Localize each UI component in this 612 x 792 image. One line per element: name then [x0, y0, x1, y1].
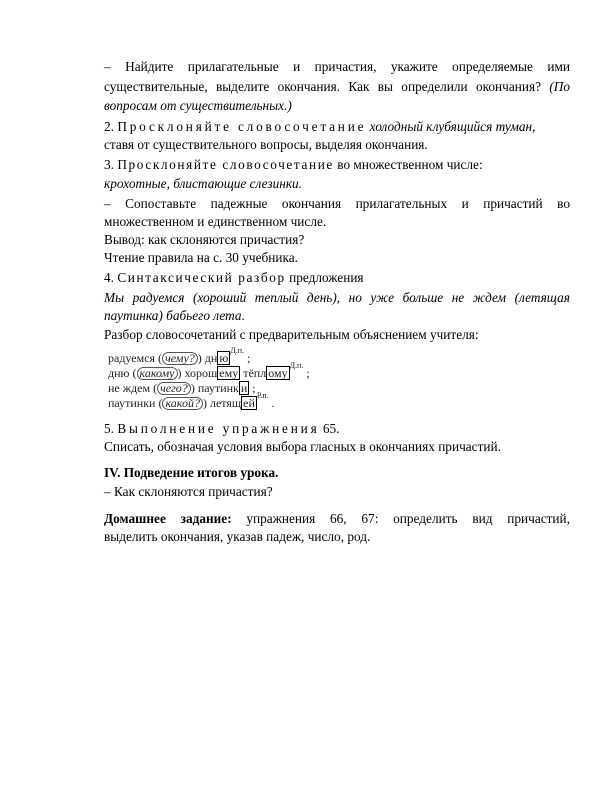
task4-line — [104, 269, 570, 287]
conclusion: Вывод: как склоняются причастия? — [104, 232, 305, 247]
case-mark: Д.п. — [230, 346, 245, 355]
analysis-ending: ей — [243, 396, 255, 410]
task2-italic: холодный клубящийся туман, — [369, 119, 536, 134]
case-mark: Д.п. — [289, 361, 304, 370]
task2-number: 2. — [104, 119, 114, 134]
compare-line2: множественном и единственном числе. — [104, 214, 327, 229]
homework-label: Домашнее задание: — [104, 511, 232, 526]
task3-number: 3. — [104, 157, 114, 172]
analysis-word: не ждем — [108, 381, 151, 395]
analysis-stem: паутинк — [197, 381, 239, 395]
para1-line2-text: существительные, выделите окончания. Как вы определили окончания? — [104, 79, 541, 94]
analysis-ending: и — [240, 381, 248, 395]
analysis-ending: ому — [268, 366, 288, 380]
task2-line1 — [104, 118, 570, 136]
analysis-tail: ; — [247, 351, 251, 365]
task2-line2: ставя от существительного вопросы, выделяя окончания. — [104, 137, 428, 152]
task3-spaced: Просклоняйте словосочетание — [117, 157, 334, 172]
analysis-question: чего? — [157, 382, 191, 395]
analysis-tail: . — [271, 396, 275, 410]
analysis-tail: ; — [252, 381, 256, 395]
sentence-line2: паутинка) бабьего лета. — [104, 308, 245, 323]
task5-line1 — [104, 420, 570, 438]
analysis-question: какой? — [162, 397, 202, 410]
section4-question: – Как склоняются причастия? — [104, 484, 273, 499]
para1-line2-italic: (По — [549, 79, 570, 94]
task2-spaced: Просклоняйте словосочетание — [117, 119, 367, 134]
analysis-word: дню — [108, 366, 130, 380]
reading: Чтение правила на с. 30 учебника. — [104, 250, 298, 265]
analysis-stem: дн — [204, 351, 218, 365]
task5-number: 5. — [104, 421, 114, 436]
task3-line2: крохотные, блистающие слезинки. — [104, 176, 303, 191]
task3-line1 — [104, 156, 570, 174]
para1-line2 — [104, 78, 570, 96]
para1-line3: вопросам от существительных.) — [104, 98, 292, 113]
analysis-question: чему? — [162, 352, 198, 365]
homework-line1 — [104, 510, 570, 528]
analysis-line-1: радуемся ( чему? ) дн $ю^{Д.п.}$ ; — [108, 346, 251, 365]
homework-line1-rest: упражнения 66, 67: определить вид причастий, — [246, 511, 570, 526]
para1-line1: – Найдите прилагательные и причастия, укажите определяемые ими — [104, 59, 570, 74]
analysis-word: паутинки — [108, 396, 156, 410]
analysis-word: радуемся — [108, 351, 156, 365]
analysis-stem: хорош — [184, 366, 218, 380]
analysis-ending: ю — [219, 351, 229, 365]
analysis-line-4: паутинки ( какой? ) летящ $ей^{Р.п.}$ . — [108, 391, 275, 410]
task5-rest: 65. — [322, 421, 340, 436]
task5-line2: Списать, обозначая условия выбора гласных в окончаниях причастий. — [104, 439, 501, 454]
task3-rest: во множественном числе: — [337, 157, 483, 172]
analysis-line-3: не ждем ( чего? ) паутинк и ; — [108, 381, 256, 395]
compare-line1: – Сопоставьте падежные окончания прилагательных и причастий во — [104, 196, 570, 211]
analysis-tail: ; — [306, 366, 310, 380]
section4-heading: IV. Подведение итогов урока. — [104, 465, 279, 480]
task4-number: 4. — [104, 270, 114, 285]
analysis-stem: летящ — [209, 396, 242, 410]
analysis-stem: тёпл — [243, 366, 267, 380]
analysis-ending: ему — [219, 366, 239, 380]
homework-line2: выделить окончания, указав падеж, число, род. — [104, 529, 371, 544]
task5-spaced: Выполнение упражнения — [117, 421, 320, 436]
case-mark: Р.п. — [256, 391, 269, 400]
analysis-question: какому — [137, 367, 178, 380]
analysis-line-2: дню ( какому ) хорош ему тёпл ому$^{Д.п.}$ ; — [108, 361, 310, 380]
task4-spaced: Синтаксический разбор — [117, 270, 286, 285]
sentence-line1: Мы радуемся (хороший теплый день), но уже больше не ждем (летящая — [104, 290, 570, 305]
analysis-intro: Разбор словосочетаний с предварительным объяснением учителя: — [104, 327, 479, 342]
task4-rest: предложения — [289, 270, 364, 285]
